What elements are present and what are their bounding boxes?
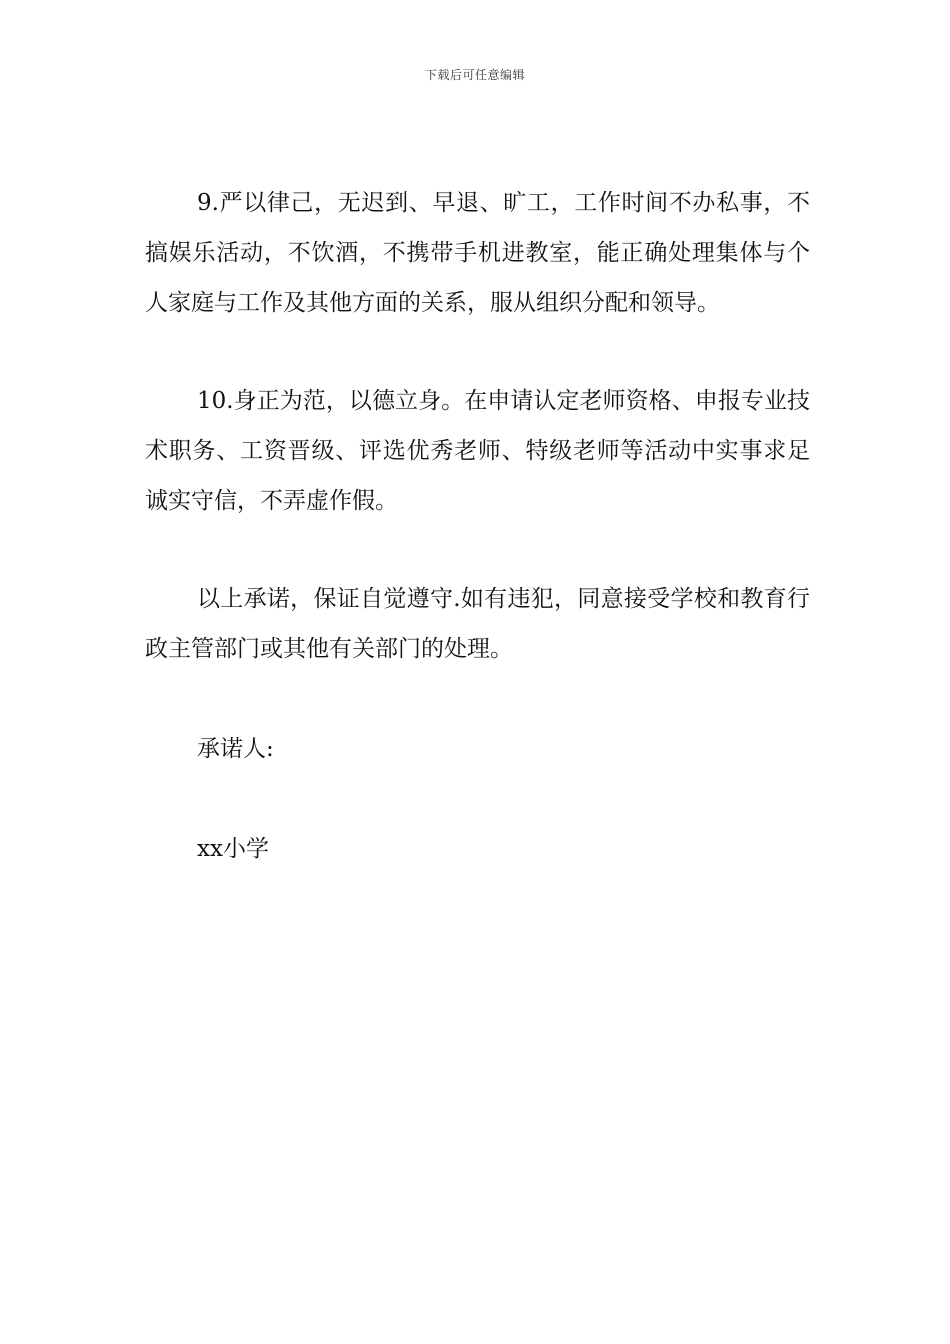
document-body <box>145 178 810 874</box>
page-header: 下载后可任意编辑 <box>424 68 525 82</box>
signatory-label: 承诺人: <box>197 736 274 762</box>
paragraph-rule-10: 10.身正为范，以德立身。在申请认定老师资格、申报专业技术职务、工资晋级、评选优秀老师、特级老师等活动中实事求足诚实守信，不弄虚作假。 <box>145 388 810 514</box>
paragraph-commitment: 以上承诺，保证自觉遵守.如有违犯，同意接受学校和教育行政主管部门或其他有关部门的处理。 <box>145 586 810 662</box>
school-name: xx小学 <box>197 836 269 862</box>
paragraph-rule-9: 9.严以律己，无迟到、早退、旷工，工作时间不办私事，不搞娱乐活动，不饮酒，不携带手机进教室，能正确处理集体与个人家庭与工作及其他方面的关系，服从组织分配和领导。 <box>145 190 810 316</box>
